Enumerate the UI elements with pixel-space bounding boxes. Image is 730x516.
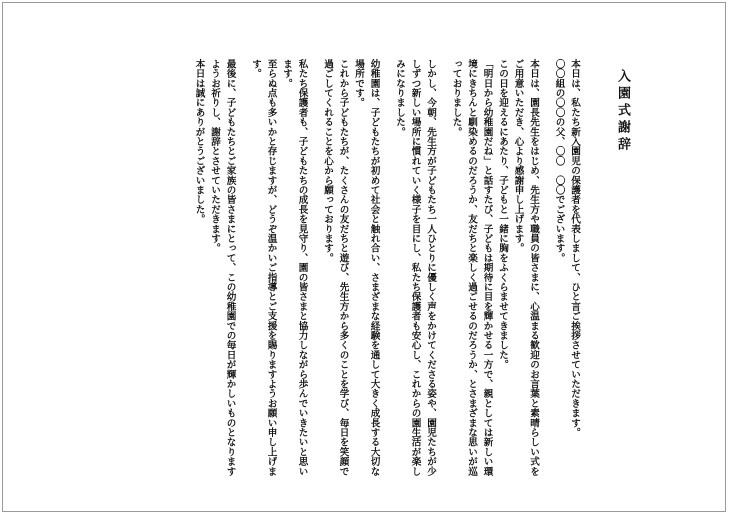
document-body [191,59,629,499]
paragraph-hopes: 幼稚園は、子どもたちが初めて社会と触れ合い、さまざまな経験を通して大きく成長する大切な場所です。 これから子どもたちが、たくさんの友だちと遊び、先生方から多くのことを学び、毎日を笑顔で過ごしてくれることを心から願っております。 [322,59,380,477]
document-title: 入園式謝辞 [615,69,630,154]
paragraph-greeting: 本日は、私たち新入園児の保護者を代表しまして、ひと言ご挨拶させていただきます。 〇〇組の〇〇の父、〇〇 〇〇でございます。 [553,59,580,438]
paragraph-thanks: 本日は、園長先生をはじめ、先生方や職員の皆さまに、心温まる歓迎のお言葉と素晴らしい式をご用意いただき、心より感謝申し上げます。 この日を迎えるにあたり、子どもと一緒に胸をふくらませてきました。 「明日から幼稚園だね」と話すたび、子どもは期待に目を輝かせる一方で、親としては新しい環境にきちんと馴染めるのだろうか、友だちと楽しく過ごせるのだろうか、とさまざまな思いが巡っておりました。 [450,59,539,477]
paragraph-closing: 最後に、子どもたちとご家族の皆さまにとって、この幼稚園での毎日が輝かしいものとなりますようお祈りし、謝辞とさせていただきます。 本日は誠にありがとうございました。 [193,59,236,477]
document-page [2,2,726,512]
paragraph-cooperation: 私たち保護者も、子どもたちの成長を見守り、園の皆さまと協力しながら歩んでいきたいと思います。 至らぬ点も多いかと存じますが、どうぞ温かいご指導とご支援を賜りますようお願い申し上げます。 [250,59,308,477]
paragraph-relief: しかし、今朝、先生方が子どもたち一人ひとりに優しく声をかけてくださる姿や、園児たちが少しずつ新しい場所に慣れていく様子を目にし、私たち保護者も安心し、これからの園生活が楽しみになりました。 [394,59,436,477]
